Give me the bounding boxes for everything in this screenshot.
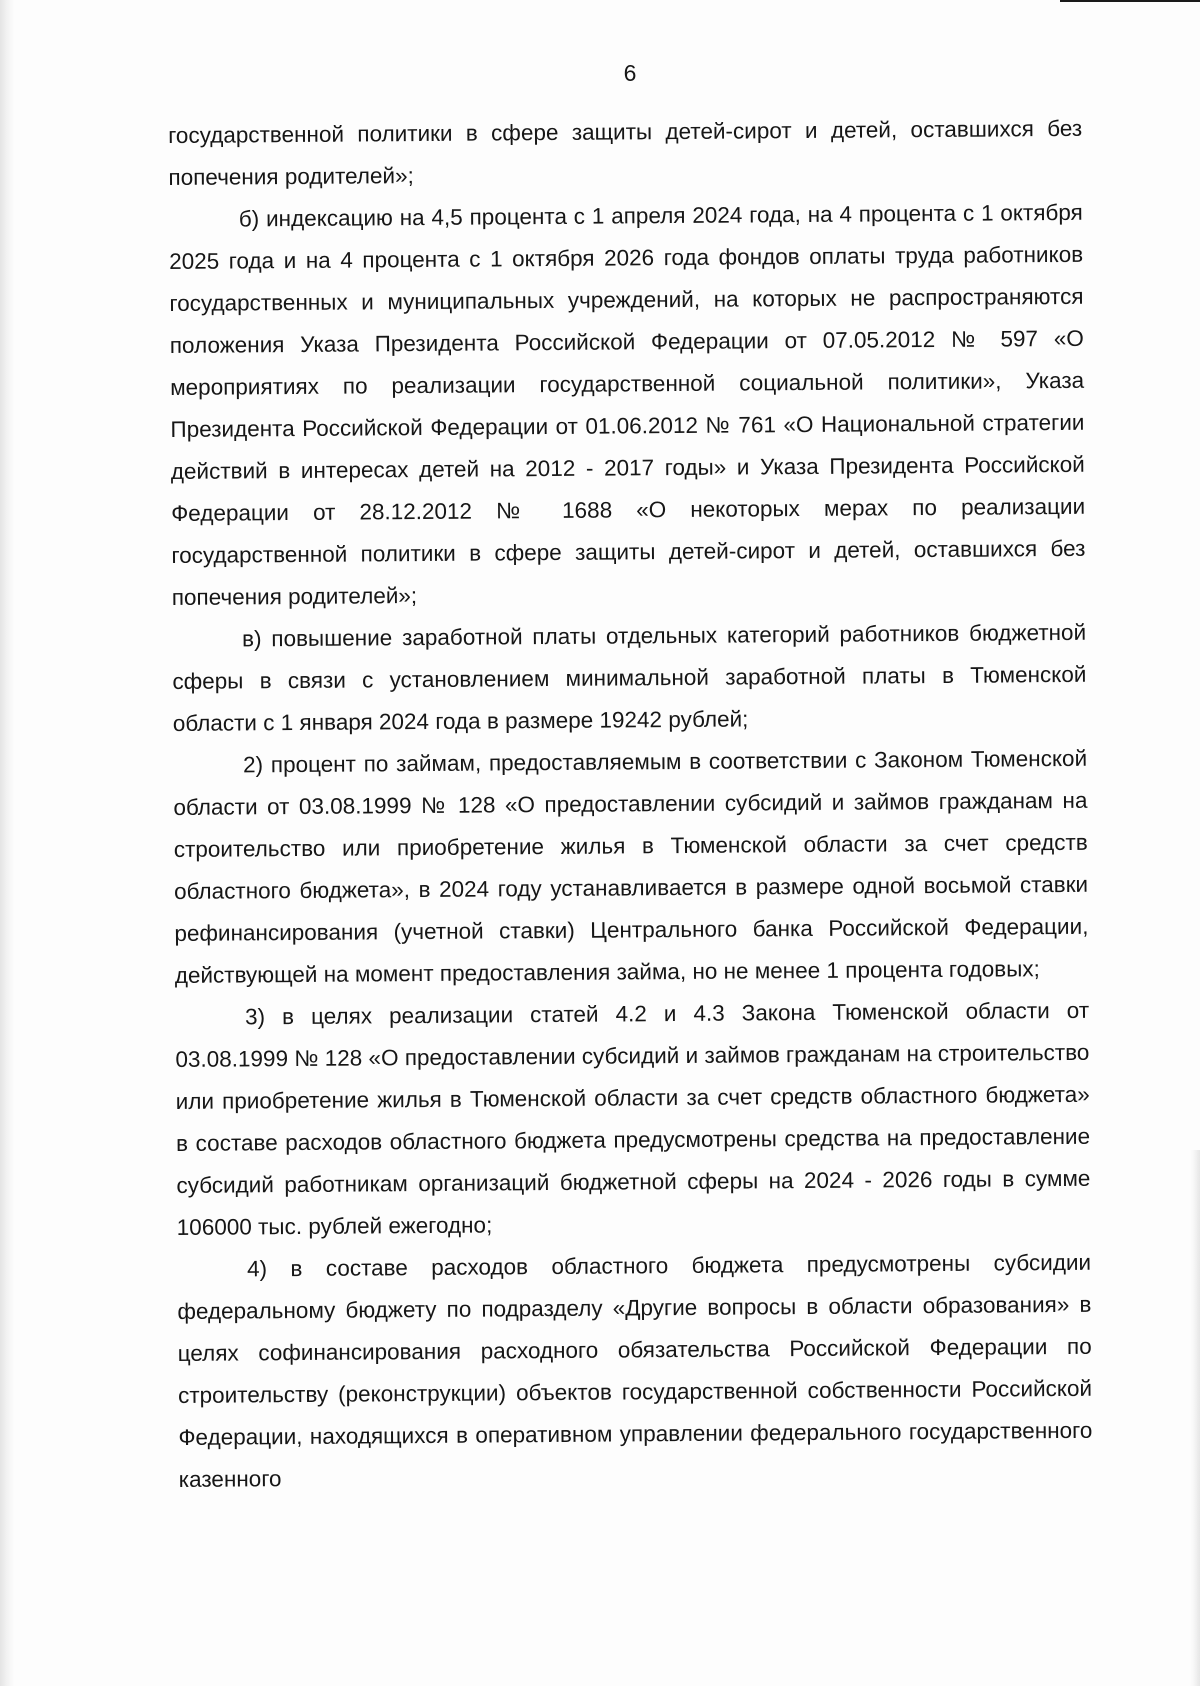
scan-edge-left — [0, 0, 14, 1686]
paragraph-3-subsidies: 3) в целях реализации статей 4.2 и 4.3 Закона Тюменской области от 03.08.1999 № 128 «О предоставлении субсидий и займов гражданам на строительство или приобретение жилья в Тюменской области за счет средств областного бюджета» в составе расходов областного бюджета предусмотрены средства на предоставление субсидий работникам организаций бюджетной сферы на 2024 - 2026 годы в сумме 106000 тыс. рублей ежегодно; — [175, 997, 1091, 1240]
paragraph-4-federal-subsidies: 4) в составе расходов областного бюджета предусмотрены субсидии федеральному бюджету по подразделу «Другие вопросы в области образования» в целях софинансирования расходного обязательства Российской Федерации по строительству (реконструкции) объектов государственной собственности Российской Федерации, находящихся в оперативном управлении федерального государственного казенного — [177, 1249, 1093, 1492]
page-number: 6 — [623, 60, 637, 86]
paragraph-continuation: государственной политики в сфере защиты детей-сирот и детей, оставшихся без попечения родителей»; — [168, 115, 1083, 190]
paragraph-v-salary-increase: в) повышение заработной платы отдельных категорий работников бюджетной сферы в связи с установлением минимальной заработной платы в Тюменской области с 1 января 2024 года в размере 19242 рублей; — [172, 619, 1087, 736]
paragraph-b-indexation: б) индексацию на 4,5 процента с 1 апреля 2024 года, на 4 процента с 1 октября 2025 года и на 4 процента с 1 октября 2026 года фондов оплаты труда работников государственных и муниципальных учреждений, на которых не распространяются положения Указа Президента Российской Федерации от 07.05.2012 № 597 «О мероприятиях по реализации государственной социальной политики», Указа Президента Российской Федерации от 01.06.2012 № 761 «О Национальной стратегии действий в интересах детей на 2012 - 2017 годы» и Указа Президента Российской Федерации от 28.12.2012 № 1688 «О некоторых мерах по реализации государственной политики в сфере защиты детей-сирот и детей, оставшихся без попечения родителей»; — [169, 199, 1086, 610]
scan-edge-right — [1190, 1150, 1200, 1686]
paragraph-2-loan-interest: 2) процент по займам, предоставляемым в соответствии с Законом Тюменской области от 03.08.1999 № 128 «О предоставлении субсидий и займов гражданам на строительство или приобретение жилья в Тюменской области за счет средств областного бюджета», в 2024 году устанавливается в размере одной восьмой ставки рефинансирования (учетной ставки) Центрального банка Российской Федерации, действующей на момент предоставления займа, но не менее 1 процента годовых; — [173, 745, 1089, 988]
top-rule-line — [1060, 0, 1200, 2]
document-body — [168, 108, 1093, 1501]
